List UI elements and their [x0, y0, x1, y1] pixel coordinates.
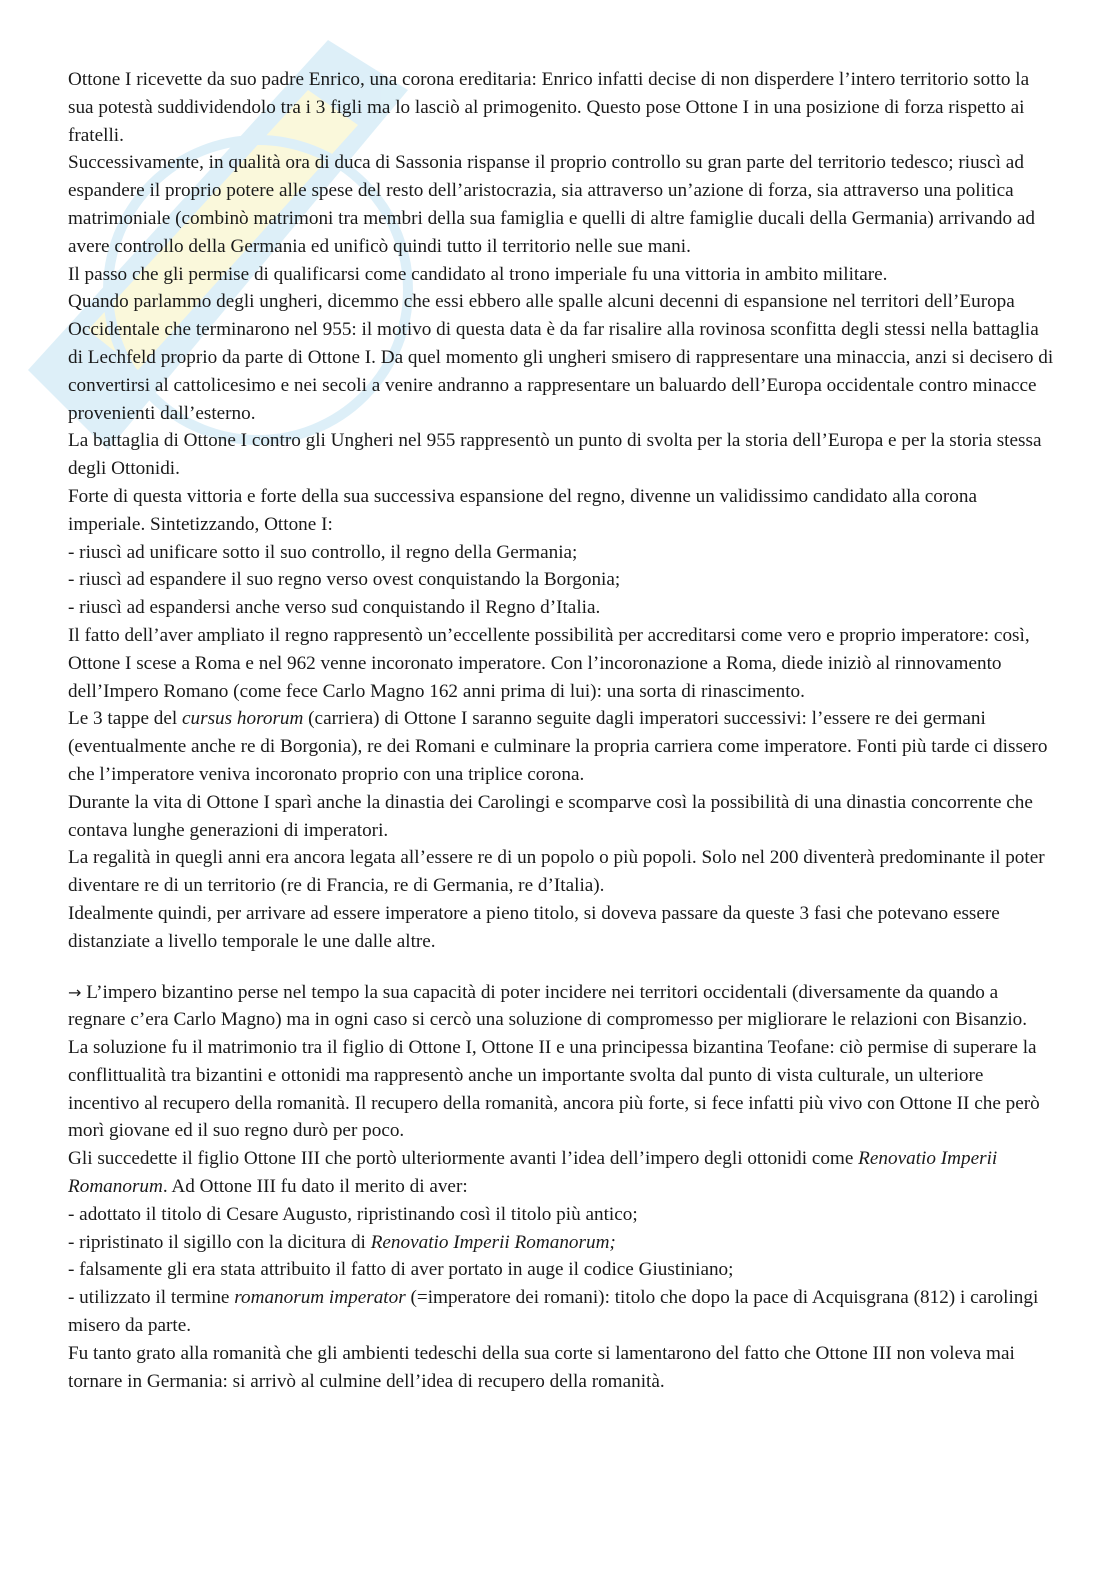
paragraph-inheritance: Ottone I ricevette da suo padre Enrico, una corona ereditaria: Enrico infatti decise di non disperdere l’intero territorio sotto la sua potestà suddividendolo tra i 3 figli ma lo lasciò al primogenito. Questo pose Ottone I in una posizione di forza rispetto ai fratelli. [68, 69, 1030, 146]
paragraph-ottone-iii: Gli succedette il figlio Ottone III che portò ulteriormente avanti l’idea dell’impero degli ottonidi come Renovatio Imperii Romanorum. Ad Ottone III fu dato il merito di aver: [68, 1148, 998, 1198]
paragraph-hungarians: Quando parlammo degli ungheri, dicemmo che essi ebbero alle spalle alcuni decenni di espansione nel territori dell’Europa Occidentale che terminarono nel 955: il motivo di questa data è da far risalire alla rovinosa sconfitta degli stessi nella battaglia di Lechfeld proprio da parte di Ottone I. Da quel momento gli ungheri smisero di rappresentare una minaccia, anzi si decisero di convertirsi al cattolicesimo e nei secoli a venire andranno a rappresentare un baluardo dell’Europa occidentale contro minacce provenienti dall’esterno. [68, 291, 1054, 424]
paragraph-military-victory: Il passo che gli permise di qualificarsi come candidato al trono imperiale fu una vittoria in ambito militare. [68, 263, 888, 285]
list-item: - riuscì ad espandersi anche verso sud conquistando il Regno d’Italia. [68, 597, 601, 619]
paragraph-closing: Fu tanto grato alla romanità che gli ambienti tedeschi della sua corte si lamentarono del fatto che Ottone III non voleva mai tornare in Germania: si arrivò al culmine dell’idea di recupero della romanità. [68, 1342, 1015, 1392]
paragraph-cursus: Le 3 tappe del cursus hororum (carriera) di Ottone I saranno seguite dagli imperatori successivi: l’essere re dei germani (eventualmente anche re di Borgonia), re dei Romani e culminare la propria carriera come imperatore. Fonti più tarde ci dissero che l’imperatore veniva incoronato proprio con una triplice corona. [68, 708, 1048, 785]
paragraph-three-phases: Idealmente quindi, per arrivare ad essere imperatore a pieno titolo, si doveva passare da queste 3 fasi che potevano essere distanziate a livello temporale le une dalle altre. [68, 902, 1000, 952]
paragraph-coronation-962: Il fatto dell’aver ampliato il regno rappresentò un’eccellente possibilità per accreditarsi come vero e proprio imperatore: così, Ottone I scese a Roma e nel 962 venne incoronato imperatore. Con l’incoronazione a Roma, diede iniziò al rinnovamento dell’Impero Romano (come fece Carlo Magno 162 anni prima di lui): una sorta di rinascimento. [68, 624, 1030, 702]
paragraph-battle-955: La battaglia di Ottone I contro gli Ungheri nel 955 rappresentò un punto di svolta per la storia dell’Europa e per la storia stessa degli Ottonidi. [68, 430, 1042, 480]
paragraph-byzantium: → L’impero bizantino perse nel tempo la sua capacità di poter incidere nei territori occidentali (diversamente da quando a regnare c’era Carlo Magno) ma in ogni caso si cercò una soluzione di compromesso per migliorare le relazioni con Bisanzio. [68, 981, 1028, 1031]
document-body [68, 66, 1058, 1395]
paragraph-duke-saxony: Successivamente, in qualità ora di duca di Sassonia rispanse il proprio controllo su gran parte del territorio tedesco; riuscì ad espandere il proprio potere alle spese del resto dell’aristocrazia, sia attraverso un’azione di forza, sia attraverso una politica matrimoniale (combinò matrimoni tra membri della sua famiglia e quelli di altre famiglie ducali della Germania) arrivando ad avere controllo della Germania ed unificò quindi tutto il territorio nelle sue mani. [68, 152, 1036, 257]
paragraph-teofane: La soluzione fu il matrimonio tra il figlio di Ottone I, Ottone II e una principessa bizantina Teofane: ciò permise di superare la conflittualità tra bizantini e ottonidi ma rappresentò anche un importante svolta dal punto di vista culturale, un ulteriore incentivo al recupero della romanità. Il recupero della romanità, ancora più forte, si fece infatti più vivo con Ottone II che però morì giovane ed il suo regno durò per poco. [68, 1037, 1040, 1142]
paragraph-kingship: La regalità in quegli anni era ancora legata all’essere re di un popolo o più popoli. Solo nel 200 diventerà predominante il poter diventare re di un territorio (re di Francia, re di Germania, re d’Italia). [68, 847, 1045, 897]
paragraph-carolingians: Durante la vita di Ottone I sparì anche la dinastia dei Carolingi e scomparve così la possibilità di una dinastia concorrente che contava lunghe generazioni di imperatori. [68, 791, 1033, 841]
list-item: - utilizzato il termine romanorum imperator (=imperatore dei romani): titolo che dopo la pace di Acquisgrana (812) i carolingi misero da parte. [68, 1287, 1039, 1337]
arrow-right-icon: → [68, 982, 82, 1002]
list-item: - riuscì ad espandere il suo regno verso ovest conquistando la Borgonia; [68, 569, 621, 591]
list-item: - adottato il titolo di Cesare Augusto, ripristinando così il titolo più antico; [68, 1203, 638, 1225]
list-item: - falsamente gli era stata attribuito il fatto di aver portato in auge il codice Giustiniano; [68, 1259, 734, 1281]
list-item: - ripristinato il sigillo con la dicitura di Renovatio Imperii Romanorum; [68, 1231, 616, 1253]
paragraph-candidate: Forte di questa vittoria e forte della sua successiva espansione del regno, divenne un validissimo candidato alla corona imperiale. Sintetizzando, Ottone I: [68, 485, 977, 535]
list-item: - riuscì ad unificare sotto il suo controllo, il regno della Germania; [68, 541, 578, 563]
